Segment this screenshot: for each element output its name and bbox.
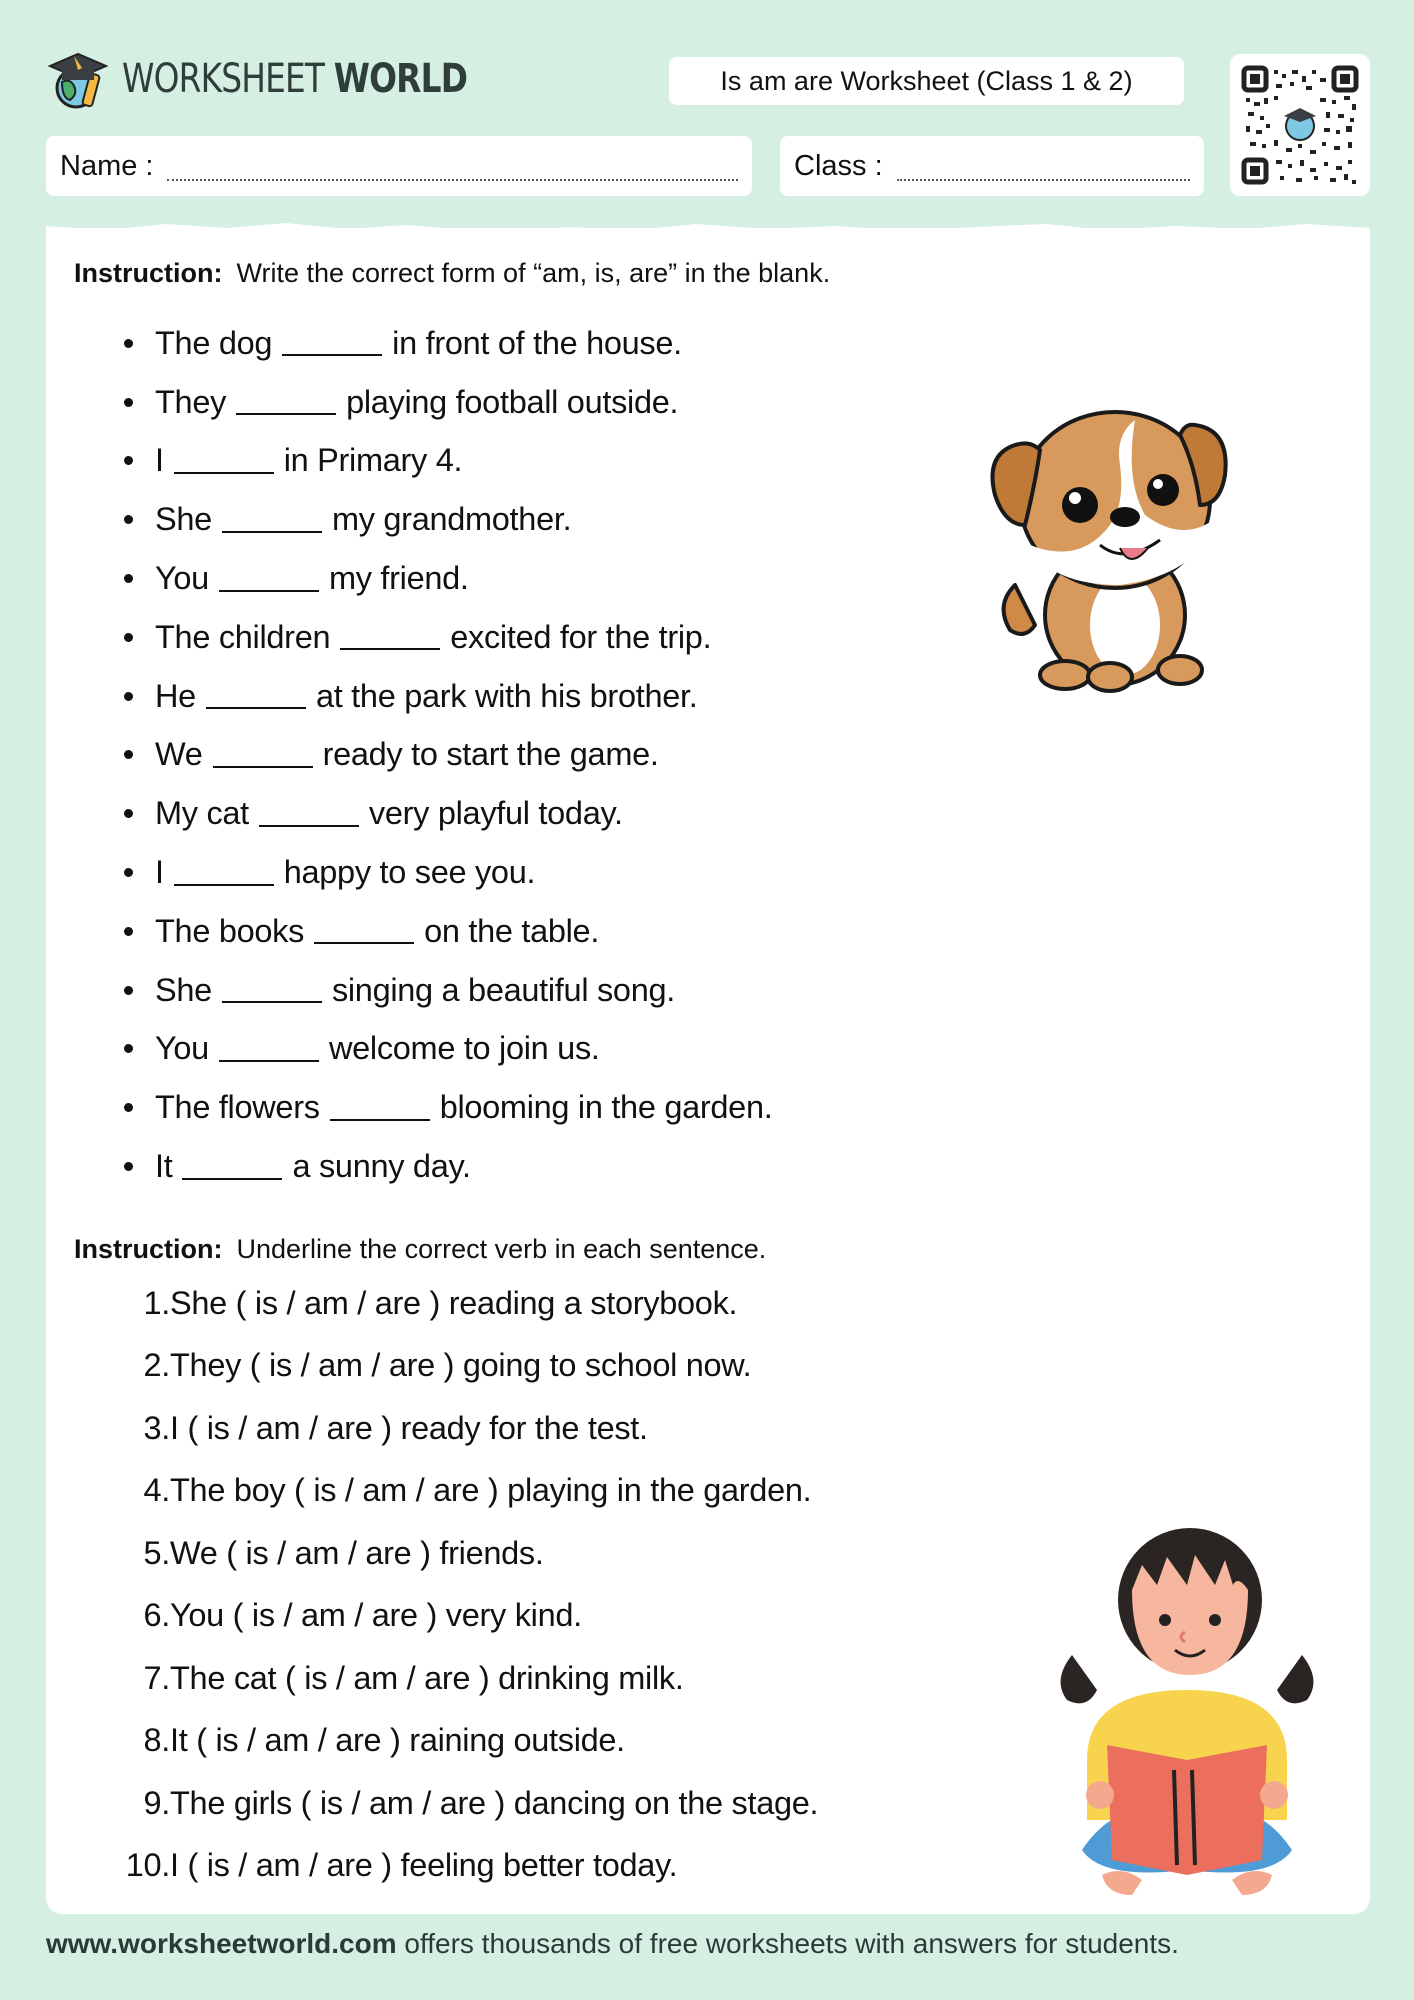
item-before: It [155,1148,173,1185]
item-before: You [155,560,209,597]
list-item [124,549,772,608]
item-number: 8. [143,1722,170,1759]
item-after: at the park with his brother. [315,677,698,714]
section2-instruction [74,1234,766,1265]
item-after: very playful today. [368,795,623,832]
bullet-icon [124,574,133,583]
list-item [110,1585,818,1648]
list-item [124,1137,772,1196]
puppy-illustration [985,385,1230,695]
footer-text [46,1928,1179,1960]
bullet-icon [124,692,133,701]
item-before: I [155,442,164,479]
item-before: They [155,383,227,420]
item-text[interactable]: You ( is / am / are ) very kind. [170,1597,582,1634]
answer-blank[interactable] [219,566,319,592]
list-item [110,1522,818,1585]
answer-blank[interactable] [206,683,306,709]
qr-code-icon [1240,64,1360,186]
bullet-icon [124,1103,133,1112]
underline-verb-list [110,1272,818,1897]
bullet-icon [124,927,133,936]
bullet-icon [124,868,133,877]
bullet-icon [124,750,133,759]
instruction-label: Instruction: [74,258,223,288]
item-number: 1. [143,1284,170,1321]
item-after: in Primary 4. [283,442,463,479]
item-before: We [155,736,203,773]
list-item [124,784,772,843]
graduation-globe-icon [46,46,112,112]
answer-blank[interactable] [222,507,322,533]
list-item [124,667,772,726]
item-text[interactable]: I ( is / am / are ) ready for the test. [170,1409,648,1446]
list-item [124,961,772,1020]
item-text[interactable]: I ( is / am / are ) feeling better today. [170,1847,678,1884]
item-before: He [155,677,196,714]
item-number: 3. [143,1409,170,1446]
fill-in-blank-list [124,314,772,1196]
list-item [124,1020,772,1079]
item-before: The children [155,618,331,655]
list-item [110,1772,818,1835]
item-after: my friend. [328,560,469,597]
item-text[interactable]: The cat ( is / am / are ) drinking milk. [170,1659,684,1696]
item-text[interactable]: They ( is / am / are ) going to school now. [170,1347,752,1384]
name-input-line[interactable] [167,179,738,181]
website-link[interactable]: www.worksheetworld.com [46,1928,397,1959]
list-item [124,373,772,432]
item-before: The flowers [155,1089,320,1126]
answer-blank[interactable] [259,801,359,827]
item-after: excited for the trip. [450,618,712,655]
item-text[interactable]: It ( is / am / are ) raining outside. [170,1722,625,1759]
list-item [110,1647,818,1710]
bullet-icon [124,456,133,465]
answer-blank[interactable] [340,624,440,650]
worksheet-title [669,57,1184,105]
class-field[interactable] [780,136,1204,196]
answer-blank[interactable] [222,977,322,1003]
item-text[interactable]: The boy ( is / am / are ) playing in the garden. [170,1472,812,1509]
bullet-icon [124,398,133,407]
item-text[interactable]: The girls ( is / am / are ) dancing on the stage. [170,1784,819,1821]
bullet-icon [124,339,133,348]
item-number: 4. [143,1472,170,1509]
list-item [124,843,772,902]
item-number: 10. [125,1847,170,1884]
answer-blank[interactable] [330,1095,430,1121]
bullet-icon [124,633,133,642]
list-item [110,1335,818,1398]
instruction-text: Write the correct form of “am, is, are” in the blank. [236,258,831,288]
name-field[interactable] [46,136,752,196]
list-item [110,1272,818,1335]
list-item [124,490,772,549]
item-after: ready to start the game. [322,736,659,773]
answer-blank[interactable] [182,1154,282,1180]
item-number: 6. [143,1597,170,1634]
instruction-label: Instruction: [74,1234,223,1264]
torn-paper-edge [46,218,1370,240]
item-after: on the table. [424,912,600,949]
item-number: 5. [143,1534,170,1571]
worksheet-title-text: Is am are Worksheet (Class 1 & 2) [720,65,1133,96]
item-after: in front of the house. [392,324,682,361]
item-after: blooming in the garden. [439,1089,773,1126]
class-input-line[interactable] [897,179,1190,181]
list-item [124,432,772,491]
list-item [124,726,772,785]
item-text[interactable]: She ( is / am / are ) reading a storybook. [170,1284,738,1321]
item-before: The books [155,912,305,949]
item-number: 7. [143,1659,170,1696]
answer-blank[interactable] [174,860,274,886]
bullet-icon [124,515,133,524]
list-item [110,1710,818,1773]
item-before: You [155,1030,209,1067]
answer-blank[interactable] [219,1036,319,1062]
item-number: 2. [143,1347,170,1384]
bullet-icon [124,1162,133,1171]
bullet-icon [124,809,133,818]
answer-blank[interactable] [174,448,274,474]
item-after: playing football outside. [346,383,679,420]
answer-blank[interactable] [314,918,414,944]
list-item [124,608,772,667]
item-after: happy to see you. [283,854,536,891]
qr-code [1230,54,1370,196]
instruction-text: Underline the correct verb in each sentence. [236,1234,767,1264]
list-item [124,314,772,373]
answer-blank[interactable] [213,742,313,768]
bullet-icon [124,986,133,995]
answer-blank[interactable] [282,330,382,356]
list-item [110,1397,818,1460]
item-before: The dog [155,324,273,361]
brand-logo [46,46,543,112]
answer-blank[interactable] [236,389,336,415]
list-item [110,1460,818,1523]
item-before: My cat [155,795,249,832]
item-after: a sunny day. [292,1148,471,1185]
list-item [124,902,772,961]
item-after: singing a beautiful song. [331,971,675,1008]
list-item [124,1078,772,1137]
item-text[interactable]: We ( is / am / are ) friends. [170,1534,544,1571]
name-label: Name : [60,149,154,182]
item-before: I [155,854,164,891]
list-item [110,1835,818,1898]
girl-reading-illustration [1052,1480,1322,1900]
item-before: She [155,501,212,538]
bullet-icon [124,1044,133,1053]
section1-instruction [74,258,830,289]
item-after: my grandmother. [331,501,572,538]
item-after: welcome to join us. [328,1030,600,1067]
class-label: Class : [794,149,883,182]
brand-name: WORKSHEET WORLD [122,56,468,102]
item-number: 9. [143,1784,170,1821]
item-before: She [155,971,212,1008]
footer-description: offers thousands of free worksheets with answers for students. [396,1928,1179,1959]
